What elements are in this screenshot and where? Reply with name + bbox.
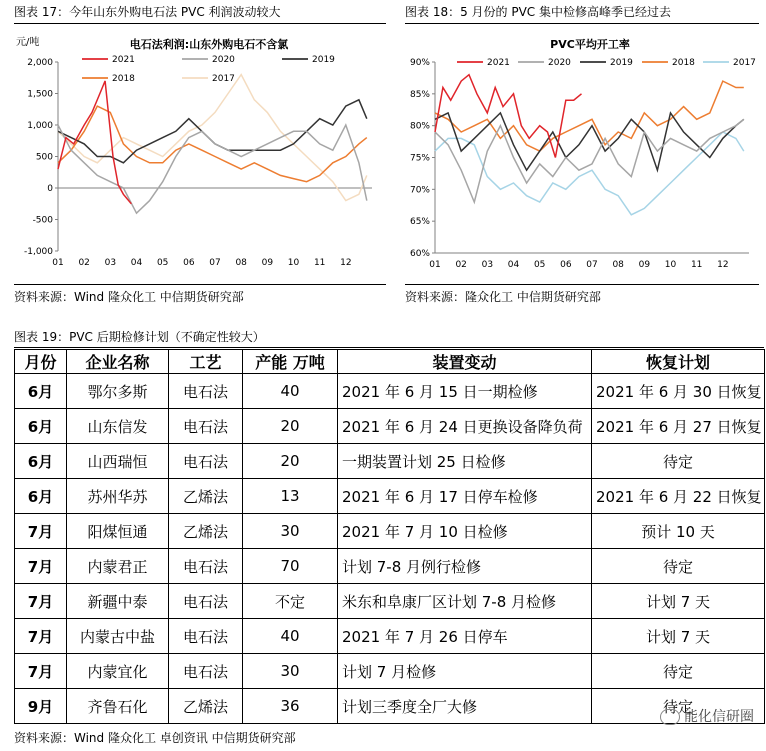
cell-recovery: 预计 10 天 [592,514,765,549]
x-tick-label: 01 [429,260,441,270]
fig17-bottom-rule [14,284,386,285]
cell-change: 2021 年 6 月 17 日停车检修 [338,479,592,514]
cell-change: 计划 7 月检修 [338,654,592,689]
x-tick-label: 04 [130,258,143,268]
y-tick-label: 75% [409,153,430,164]
header-recovery: 恢复计划 [592,350,765,374]
legend-label-2020: 2020 [212,55,235,65]
cell-month: 7月 [15,619,67,654]
fig17-top-rule [14,23,386,24]
x-tick-label: 07 [586,260,598,270]
legend-label-2021: 2021 [112,55,135,65]
cell-capacity: 13 [243,479,338,514]
x-tick-label: 08 [612,260,624,270]
header-capacity: 产能 万吨 [243,350,338,374]
cell-month: 7月 [15,654,67,689]
chart-title: PVC平均开工率 [550,38,630,51]
fig18-chart-svg [405,25,759,283]
x-tick-label: 09 [261,258,274,268]
cell-recovery: 计划 7 天 [592,619,765,654]
x-tick-label: 03 [481,260,494,270]
cell-capacity: 70 [243,549,338,584]
cell-recovery: 待定 [592,689,765,724]
x-tick-label: 10 [664,260,677,270]
cell-capacity: 40 [243,374,338,409]
y-tick-label: 60% [409,249,430,259]
x-tick-label: 02 [78,258,90,268]
y-tick-label: -500 [32,215,53,226]
table-row [15,444,765,479]
cell-month: 6月 [15,479,67,514]
y-tick-label: -1,000 [23,247,53,257]
fig18-bottom-rule [405,284,759,285]
fig17-chart-svg [14,25,386,283]
cell-recovery: 计划 7 天 [592,584,765,619]
cell-company: 内蒙君正 [67,549,169,584]
fig19-source: 资料来源：Wind 隆众化工 卓创资讯 中信期货研究部 [14,731,296,745]
y-tick-label: 80% [409,121,430,132]
header-change: 装置变动 [338,350,592,374]
table-row [15,689,765,724]
table-row [15,374,765,409]
watermark [660,706,754,726]
table-row [15,409,765,444]
series-line-2018 [435,81,744,151]
cell-change: 计划 7-8 月例行检修 [338,549,592,584]
cell-capacity: 20 [243,409,338,444]
cell-change: 2021 年 6 月 15 日一期检修 [338,374,592,409]
x-tick-label: 07 [209,258,221,268]
fig18-top-rule [405,23,759,24]
cell-month: 6月 [15,409,67,444]
cell-month: 7月 [15,514,67,549]
table-row [15,619,765,654]
cell-recovery: 待定 [592,444,765,479]
fig17-title: 图表 17：今年山东外购电石法 PVC 利润波动较大 [14,5,281,19]
cell-change: 2021 年 7 月 10 日检修 [338,514,592,549]
fig19-title: 图表 19：PVC 后期检修计划（不确定性较大） [14,330,265,344]
legend-label-2018: 2018 [672,58,695,68]
x-tick-label: 06 [560,260,572,270]
fig18-source: 资料来源：隆众化工 中信期货研究部 [405,290,601,304]
cell-change: 一期装置计划 25 日检修 [338,444,592,479]
x-tick-label: 12 [340,258,352,268]
cell-capacity: 不定 [243,584,338,619]
cell-capacity: 40 [243,619,338,654]
x-tick-label: 09 [638,260,651,270]
legend-label-2021: 2021 [487,58,510,68]
cell-company: 鄂尔多斯 [67,374,169,409]
cell-recovery: 2021 年 6 月 22 日恢复 [592,479,765,514]
maintenance-plan-table [14,349,765,724]
watermark-text: 能化信研圈 [684,709,754,725]
y-tick-label: 500 [35,152,53,163]
y-tick-label: 2,000 [27,58,53,68]
cell-month: 6月 [15,374,67,409]
cell-capacity: 36 [243,689,338,724]
table-row [15,654,765,689]
cell-month: 9月 [15,689,67,724]
x-tick-label: 01 [52,258,64,268]
cell-recovery: 2021 年 6 月 27 日恢复 [592,409,765,444]
series-line-2017 [58,75,367,201]
header-process: 工艺 [169,350,243,374]
cell-process: 电石法 [169,444,243,479]
x-tick-label: 06 [183,258,195,268]
fig19-top-rule [14,347,764,348]
table-row [15,584,765,619]
x-tick-label: 05 [533,260,546,270]
y-tick-label: 1,500 [27,89,53,100]
x-tick-label: 04 [507,260,520,270]
x-tick-label: 11 [690,260,703,270]
legend-label-2019: 2019 [312,55,335,65]
legend-label-2017: 2017 [733,58,756,68]
fig18-chart [405,25,759,283]
cell-capacity: 30 [243,654,338,689]
cell-recovery: 待定 [592,654,765,689]
cell-company: 新疆中泰 [67,584,169,619]
legend-label-2020: 2020 [548,58,571,68]
y-tick-label: 90% [409,58,430,68]
header-company: 企业名称 [67,350,169,374]
cell-process: 电石法 [169,549,243,584]
cell-process: 电石法 [169,619,243,654]
y-axis-label: 元/吨 [16,37,40,48]
fig17-source: 资料来源：Wind 隆众化工 中信期货研究部 [14,290,244,304]
cell-recovery: 2021 年 6 月 30 日恢复 [592,374,765,409]
cell-change: 米东和阜康厂区计划 7-8 月检修 [338,584,592,619]
x-tick-label: 10 [287,258,300,268]
x-tick-label: 12 [717,260,729,270]
cell-company: 苏州华苏 [67,479,169,514]
cell-month: 7月 [15,549,67,584]
table-row [15,549,765,584]
y-tick-label: 1,000 [27,121,53,131]
cell-company: 阳煤恒通 [67,514,169,549]
x-tick-label: 08 [235,258,247,268]
fig17-chart [14,25,386,283]
legend-label-2019: 2019 [610,58,633,68]
x-tick-label: 03 [104,258,117,268]
cell-process: 电石法 [169,654,243,689]
chart-title: 电石法利润:山东外购电石不含氯 [129,38,289,51]
cell-company: 山西瑞恒 [67,444,169,479]
cell-process: 电石法 [169,409,243,444]
fig18-title: 图表 18：5 月份的 PVC 集中检修高峰季已经过去 [405,5,671,19]
cell-process: 电石法 [169,374,243,409]
cell-capacity: 30 [243,514,338,549]
table-row [15,514,765,549]
y-tick-label: 85% [409,89,430,100]
cell-change: 2021 年 7 月 26 日停车 [338,619,592,654]
legend-label-2018: 2018 [112,74,135,84]
y-tick-label: 0 [47,184,53,194]
x-tick-label: 02 [455,260,467,270]
cell-change: 2021 年 6 月 24 日更换设备降负荷 [338,409,592,444]
y-tick-label: 70% [409,185,430,196]
table-row [15,479,765,514]
cell-change: 计划三季度全厂大修 [338,689,592,724]
header-month: 月份 [15,350,67,374]
cell-recovery: 待定 [592,549,765,584]
cell-company: 内蒙宜化 [67,654,169,689]
x-tick-label: 11 [313,258,326,268]
cell-month: 6月 [15,444,67,479]
cell-process: 乙烯法 [169,514,243,549]
cell-capacity: 20 [243,444,338,479]
cell-company: 山东信发 [67,409,169,444]
cell-company: 齐鲁石化 [67,689,169,724]
wechat-icon [660,709,680,725]
cell-month: 7月 [15,584,67,619]
y-tick-label: 65% [409,217,430,228]
x-tick-label: 05 [156,258,169,268]
cell-company: 内蒙古中盐 [67,619,169,654]
table-header-row [15,350,765,374]
legend-label-2017: 2017 [212,74,235,84]
cell-process: 乙烯法 [169,689,243,724]
cell-process: 乙烯法 [169,479,243,514]
cell-process: 电石法 [169,584,243,619]
